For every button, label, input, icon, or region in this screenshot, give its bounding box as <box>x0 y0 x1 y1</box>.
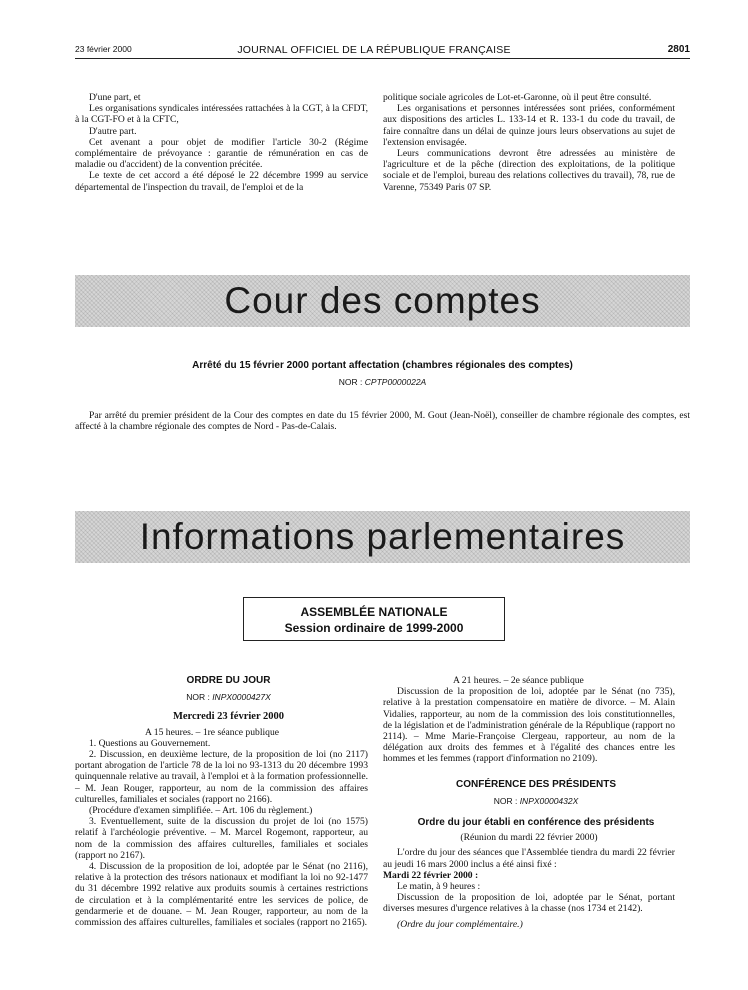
agenda-item: 1. Questions au Gouvernement. <box>89 737 211 749</box>
paragraph: Discussion de la proposition de loi, adoptée par le Sénat (no 735), relative à la prestation compensatoire en matière de divorce. – M. Alain Vidalies, rapporteur, au nom de la commission des lois constitutionnelles, de la législation et de l'administration générale de la République (rapport no 2114). – Mme Marie-Françoise Clergeau, rapporteur, au nom de la délégation aux droits des femmes et à l'égalité des chances entre les hommes et les femmes (rapport d'information no 2109). <box>383 686 675 765</box>
nor-code: CPTP0000022A <box>364 377 427 387</box>
paragraph: Les organisations et personnes intéressées sont priées, conformément aux dispositions des articles L. 133-14 et R. 133-1 du code du travail, de faire connaître dans un délai de quinze jours leurs observations au sujet de l'extension envisagée. <box>383 103 675 148</box>
paragraph: Le matin, à 9 heures : <box>397 881 481 893</box>
paragraph: Cet avenant a pour objet de modifier l'article 30-2 (Régime complémentaire de prévoyance : garantie de rémunération en cas de maladie ou d'accident) de la convention précitée. <box>75 136 368 171</box>
paragraph: D'une part, et <box>89 92 141 103</box>
ordre-du-jour-column <box>75 675 368 928</box>
header-date: 23 février 2000 <box>75 44 132 54</box>
journal-title: JOURNAL OFFICIEL DE LA RÉPUBLIQUE FRANÇAISE <box>237 44 511 56</box>
top-right-column <box>383 92 675 193</box>
paragraph: politique sociale agricoles de Lot-et-Garonne, où il peut être consulté. <box>383 92 652 103</box>
assemblee-box <box>243 597 505 641</box>
paragraph: Les organisations syndicales intéressées rattachées à la CGT, à la CFDT, à la CGT-FO et à la CFTC, <box>75 103 368 126</box>
paragraph: Discussion de la proposition de loi, adoptée par le Sénat, portant diverses mesures d'urgence relatives à la chasse (nos 1734 et 2142). <box>383 892 675 915</box>
nor-label: NOR : <box>493 795 518 806</box>
nor-code: INPX0000427X <box>212 692 271 703</box>
ordre-nor <box>75 692 368 703</box>
paragraph: Leurs communications devront être adressées au ministère de l'agriculture et de la pêche (direction des exploitations, de la politique sociale et de l'emploi, bureau des relations collectives du travail), 78, rue de Varenne, 75349 Paris 07 SP. <box>383 148 675 193</box>
header-rule <box>75 58 690 59</box>
seance-heading: A 21 heures. – 2e séance publique <box>453 675 584 686</box>
nor-label: NOR : <box>338 377 363 387</box>
paragraph: D'autre part. <box>89 125 137 137</box>
conference-heading: CONFÉRENCE DES PRÉSIDENTS <box>455 778 617 790</box>
paragraph: Par arrêté du premier président de la Cour des comptes en date du 15 février 2000, M. Gout (Jean-Noël), conseiller de chambre régionale des comptes, est affecté à la chambre régionale des comptes de Nord - Pas-de-Calais. <box>75 410 690 433</box>
cour-nor <box>75 377 690 387</box>
paragraph: L'ordre du jour des séances que l'Assemblée tiendra du mardi 22 février au jeudi 16 mars 2000 inclus a été ainsi fixé : <box>383 847 675 870</box>
nor-code: INPX0000432X <box>519 795 579 806</box>
informations-parlementaires-banner <box>75 511 690 563</box>
cour-body <box>75 410 690 432</box>
day-heading: Mardi 22 février 2000 : <box>383 869 479 881</box>
agenda-item: 2. Discussion, en deuxième lecture, de la proposition de loi (no 2117) portant abrogation de l'article 78 de la loi no 93-1313 du 20 décembre 1993 quinquennale relative au travail, à l'emploi et à la formation professionnelle. – M. Jean Rouger, rapporteur, au nom de la commission des affaires culturelles, familiales et sociales (rapport no 2166). <box>75 749 368 805</box>
assemblee-title: ASSEMBLÉE NATIONALE <box>300 605 448 619</box>
paragraph: (Ordre du jour complémentaire.) <box>397 918 523 930</box>
cour-des-comptes-banner <box>75 275 690 327</box>
banner-title: Informations parlementaires <box>139 516 626 557</box>
session-title: Session ordinaire de 1999-2000 <box>284 621 464 635</box>
banner-title: Cour des comptes <box>224 280 541 321</box>
paragraph: Le texte de cet accord a été déposé le 22 décembre 1999 au service départemental de l'inspection du travail, de l'emploi et de la <box>75 170 368 193</box>
section-heading: ORDRE DU JOUR <box>186 675 271 686</box>
reunion-date: (Réunion du mardi 22 février 2000) <box>460 832 598 844</box>
arrete-title: Arrêté du 15 février 2000 portant affectation (chambres régionales des comptes) <box>192 360 573 371</box>
agenda-item: (Procédure d'examen simplifiée. – Art. 106 du règlement.) <box>89 805 313 817</box>
right-agenda-column <box>383 675 675 930</box>
nor-label: NOR : <box>186 692 210 703</box>
page-number: 2801 <box>667 44 690 55</box>
conference-nor <box>383 796 675 807</box>
top-left-column <box>75 92 368 193</box>
seance-date: Mercredi 23 février 2000 <box>172 711 285 723</box>
agenda-item: 4. Discussion de la proposition de loi, adoptée par le Sénat (no 2116), relative à la protection des trésors nationaux et modifiant la loi no 92-1477 du 31 décembre 1992 relative aux produits soumis à certaines restrictions de circulation et à la complémentarité entre les services de police, de gendarmerie et de douane. – M. Jean Rouger, rapporteur, au nom de la commission des affaires culturelles, familiales et sociales (rapport no 2165). <box>75 861 368 929</box>
agenda-item: 3. Eventuellement, suite de la discussion du projet de loi (no 1575) relatif à l'archéologie préventive. – M. Marcel Rogemont, rapporteur, au nom de la commission des affaires culturelles, familiales et sociales (rapport no 2167). <box>75 816 368 861</box>
seance-heading: A 15 heures. – 1re séance publique <box>145 726 280 738</box>
conference-subtitle: Ordre du jour établi en conférence des présidents <box>417 817 655 829</box>
